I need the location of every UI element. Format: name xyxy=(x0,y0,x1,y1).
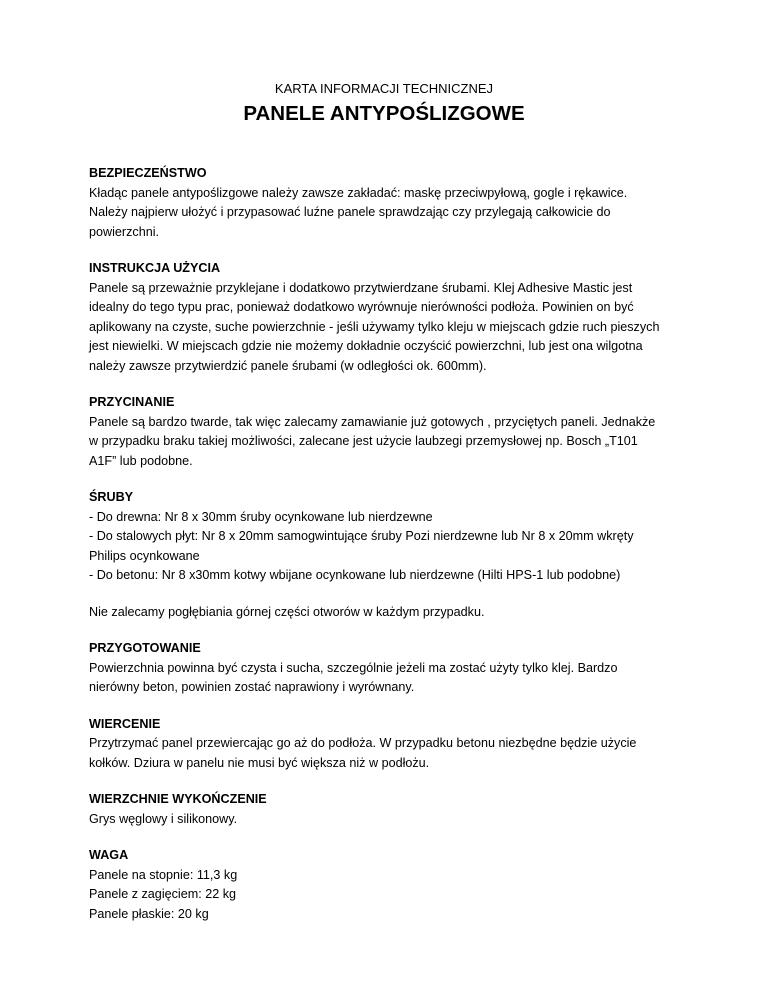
section-text-line: Należy najpierw ułożyć i przypasować luźne panele sprawdzając czy przylegają całkowicie do xyxy=(89,205,611,219)
section-text-line: Powierzchnia powinna być czysta i sucha, szczególnie jeżeli ma zostać użyty tylko klej. Bardzo xyxy=(89,660,618,675)
section-heading: WIERCENIE xyxy=(89,716,161,731)
section-text-line: idealny do tego typu prac, ponieważ dodatkowo wyrównuje nierówności podłoża. Powinien on być xyxy=(89,300,634,314)
section-heading: WAGA xyxy=(89,848,129,862)
section-heading: ŚRUBY xyxy=(89,490,134,504)
section-finish xyxy=(89,790,689,829)
section-text-line: należy zawsze przytwierdzić panele śrubami (w odległości ok. 600mm). xyxy=(89,358,487,373)
section-text-line: Kładąc panele antypoślizgowe należy zawsze zakładać: maskę przeciwpyłową, gogle i rękawice. xyxy=(89,185,628,200)
section-text-line: jest niewielki. W miejscach gdzie nie możemy dokładnie oczyścić powierzchni, lub jest ona wilgotna xyxy=(89,339,643,353)
screws-note: Nie zalecamy pogłębiania górnej części otworów w każdym przypadku. xyxy=(89,604,485,619)
section-text-line: - Do drewna: Nr 8 x 30mm śruby ocynkowane lub nierdzewne xyxy=(89,509,433,524)
section-weight xyxy=(89,846,689,924)
section-heading: PRZYCINANIE xyxy=(89,395,175,409)
section-text-line: Panele płaskie: 20 kg xyxy=(89,906,209,921)
section-safety xyxy=(89,164,689,242)
section-usage xyxy=(89,259,689,376)
section-text-line: Panele z zagięciem: 22 kg xyxy=(89,887,237,901)
document-title: PANELE ANTYPOŚLIZGOWE xyxy=(243,102,525,125)
section-text-line: nierówny beton, powinien zostać naprawiony i wyrównany. xyxy=(89,680,415,694)
section-heading: WIERZCHNIE WYKOŃCZENIE xyxy=(89,792,267,806)
section-text-line: Przytrzymać panel przewiercając go aż do podłoża. W przypadku betonu niezbędne będzie użycie xyxy=(89,736,637,750)
document-body xyxy=(89,164,689,941)
section-drilling xyxy=(89,715,689,774)
section-text-line: Philips ocynkowane xyxy=(89,548,200,563)
section-text-line: - Do betonu: Nr 8 x30mm kotwy wbijane ocynkowane lub nierdzewne (Hilti HPS-1 lub podobne) xyxy=(89,568,621,582)
section-text-line: kołków. Dziura w panelu nie musi być większa niż w podłożu. xyxy=(89,755,430,770)
section-cutting xyxy=(89,393,689,471)
section-heading: INSTRUKCJA UŻYCIA xyxy=(89,261,221,275)
section-text-line: - Do stalowych płyt: Nr 8 x 20mm samogwintujące śruby Pozi nierdzewne lub Nr 8 x 20mm wkręty xyxy=(89,529,634,543)
section-text-line: w przypadku braku takiej możliwości, zalecane jest użycie laubzegi przemysłowej np. Bosch „T101 xyxy=(89,434,638,448)
section-text-line: powierzchni. xyxy=(89,224,159,239)
section-text-line: aplikowany na czyste, suche powierzchnie - jeśli używamy tylko kleju w miejscach gdzie ruch pieszych xyxy=(89,319,660,334)
section-screws xyxy=(89,488,689,586)
section-text-line: A1F” lub podobne. xyxy=(89,453,193,468)
document-subtitle: KARTA INFORMACJI TECHNICZNEJ xyxy=(274,81,494,96)
section-preparation xyxy=(89,639,689,698)
section-text-line: Panele na stopnie: 11,3 kg xyxy=(89,867,238,882)
section-heading: PRZYGOTOWANIE xyxy=(89,641,201,655)
section-text-line: Panele są przeważnie przyklejane i dodatkowo przytwierdzane śrubami. Klej Adhesive Mastic jest xyxy=(89,280,633,295)
section-text-line: Grys węglowy i silikonowy. xyxy=(89,811,238,826)
section-heading: BEZPIECZEŃSTWO xyxy=(89,166,207,180)
section-text-line: Panele są bardzo twarde, tak więc zalecamy zamawianie już gotowych , przyciętych paneli. Jednakże xyxy=(89,414,656,429)
